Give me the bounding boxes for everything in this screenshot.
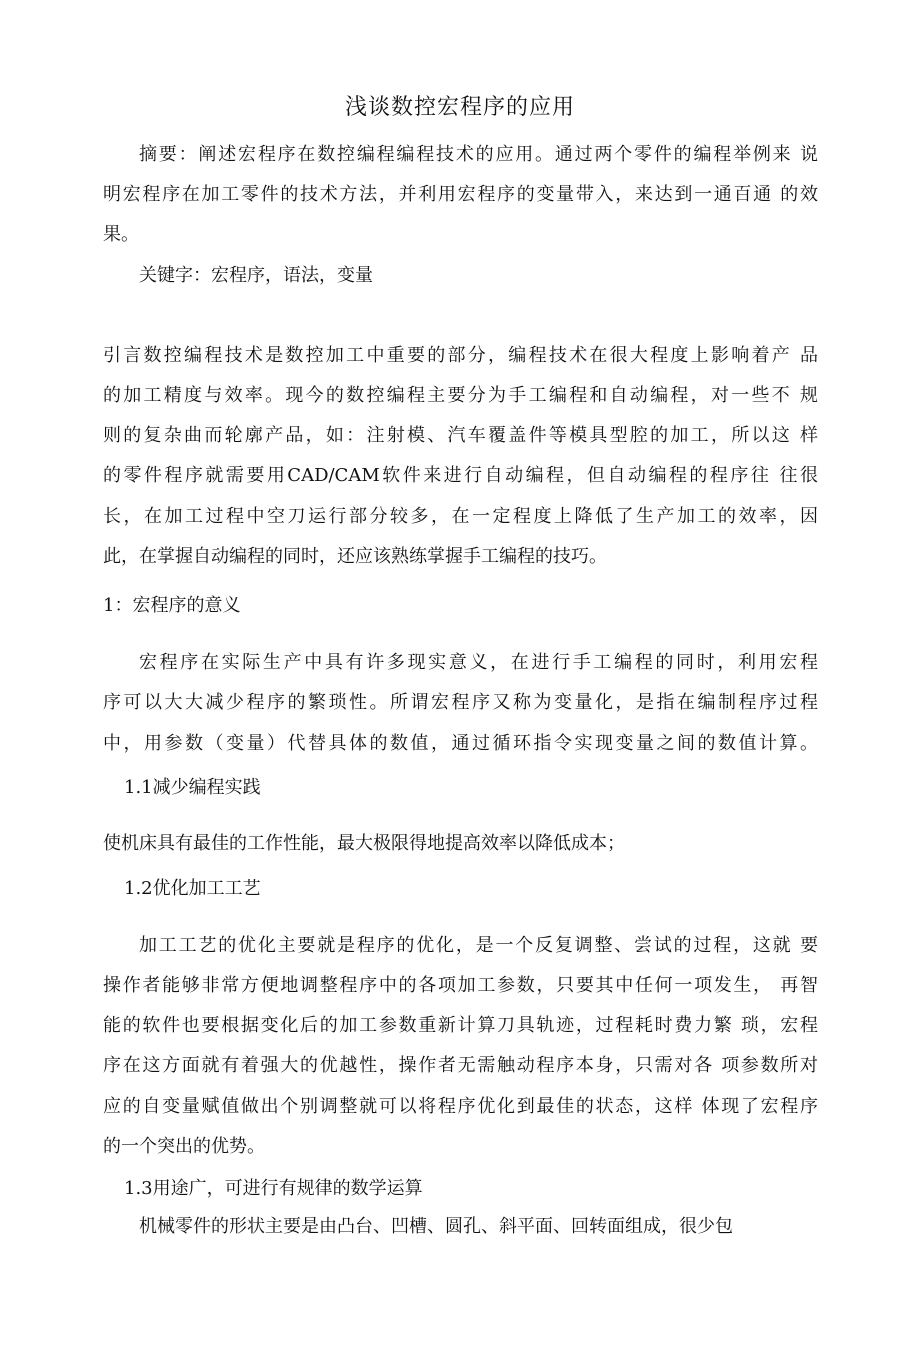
intro-line-6: 此，在掌握自动编程的同时，还应该熟练掌握手工编程的技巧。 (103, 546, 607, 567)
subsection-1-2-line-3: 能的软件也要根据变化后的加工参数重新计算刀具轨迹，过程耗时费力繁 琐，宏程 (103, 1015, 818, 1036)
subsection-1-2-line-2: 操作者能够非常方便地调整程序中的各项加工参数，只要其中任何一项发生， 再智 (103, 975, 818, 996)
intro-line-5: 长，在加工过程中空刀运行部分较多，在一定程度上降低了生产加工的效率，因 (103, 506, 818, 527)
section1-heading: 1：宏程序的意义 (103, 595, 241, 616)
subsection-1-2-line-5: 应的自变量赋值做出个别调整就可以将程序优化到最佳的状态，这样 体现了宏程序 (103, 1096, 818, 1117)
subsection-1-2-line-1: 加工工艺的优化主要就是程序的优化，是一个反复调整、尝试的过程，这就 要 (139, 935, 818, 956)
intro-line-3: 则的复杂曲而轮廓产品，如：注射模、汽车覆盖件等模具型腔的加工，所以这 样 (103, 425, 818, 446)
intro-line-1: 引言数控编程技术是数控加工中重要的部分，编程技术在很大程度上影响着产 品 (103, 345, 818, 366)
section1-line-2: 序可以大大减少程序的繁琐性。所谓宏程序又称为变量化，是指在编制程序过程 (103, 692, 818, 713)
section1-line-1: 宏程序在实际生产中具有许多现实意义，在进行手工编程的同时，利用宏程 (139, 652, 818, 673)
subsection-1-2-line-6: 的一个突出的优势。 (103, 1136, 265, 1157)
intro-line-2: 的加工精度与效率。现今的数控编程主要分为手工编程和自动编程，对一些不 规 (103, 385, 818, 406)
subsection-1-3-heading: 1.3用途广，可进行有规律的数学运算 (124, 1178, 423, 1199)
subsection-1-1-text: 使机床具有最佳的工作性能，最大极限得地提高效率以降低成本； (103, 833, 625, 854)
subsection-1-2-heading: 1.2优化加工工艺 (124, 878, 261, 899)
subsection-1-2-line-4: 序在这方面就有着强大的优越性，操作者无需触动程序本身，只需对各 项参数所对 (103, 1055, 818, 1076)
keywords-line: 关键字：宏程序，语法，变量 (139, 265, 373, 286)
abstract-line-2: 明宏程序在加工零件的技术方法，并利用宏程序的变量带入，来达到一通百通 的效 (103, 184, 818, 205)
document-title: 浅谈数控宏程序的应用 (344, 95, 575, 120)
subsection-1-3-line-1: 机械零件的形状主要是由凸台、凹槽、圆孔、斜平面、回转面组成，很少包 (139, 1216, 733, 1237)
abstract-line-3: 果。 (103, 224, 139, 245)
section1-line-3: 中，用参数（变量）代替具体的数值，通过循环指令实现变量之间的数值计算。 (103, 733, 818, 754)
abstract-line-1: 摘要：阐述宏程序在数控编程编程技术的应用。通过两个零件的编程举例来 说 (139, 144, 818, 165)
intro-line-4: 的零件程序就需要用CAD/CAM软件来进行自动编程，但自动编程的程序往 往很 (103, 465, 818, 486)
subsection-1-1-heading: 1.1减少编程实践 (124, 777, 261, 798)
